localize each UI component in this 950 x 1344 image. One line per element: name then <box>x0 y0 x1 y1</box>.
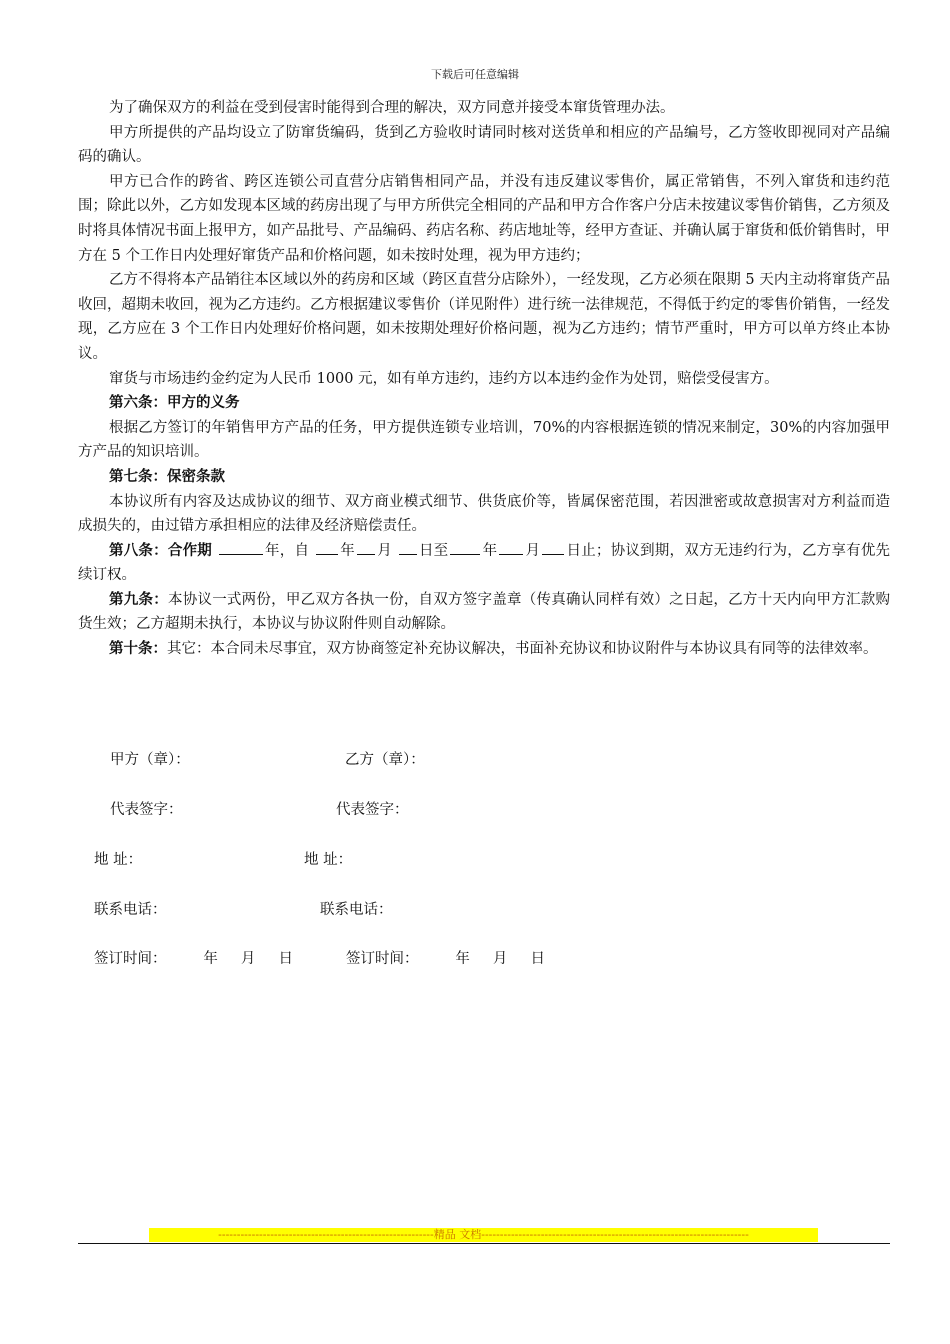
clause-text: 月 <box>525 542 541 559</box>
clause-text: 年 <box>482 542 498 559</box>
blank-line <box>499 540 523 555</box>
blank-line <box>219 540 263 555</box>
party-a-date-label: 签订时间： 年 月 日 <box>94 951 293 967</box>
clause-9 <box>78 588 890 637</box>
paragraph: 根据乙方签订的年销售甲方产品的任务，甲方提供连锁专业培训，70%的内容根据连锁的情况来制定，30%的内容加强甲方产品的知识培训。 <box>78 419 890 461</box>
clause-text: 日至 <box>418 542 449 559</box>
footer-divider <box>78 1243 890 1244</box>
clause-text: 日止；协议到期，双方无违约行为，乙方享有优先续订权。 <box>78 542 891 584</box>
party-b-phone-label: 联系电话： <box>320 902 393 918</box>
section-heading-9: 第九条： <box>109 590 168 608</box>
blank-line <box>357 540 375 555</box>
clause-text: 年，自 <box>264 542 310 559</box>
clause-8 <box>78 539 890 588</box>
paragraph: 乙方不得将本产品销往本区域以外的药房和区域（跨区直营分店除外），一经发现，乙方必须在限期 5 天内主动将窜货产品收回，超期未收回，视为乙方违约。乙方根据建议零售价（详见附件）进行统一法律规范，不得低于约定的零售价销售，一经发现，乙方应在 3 个工作日内处理好价格问题，如未按期处理好价格问题，视为乙方违约；情节严重时，甲方可以单方终止本协议。 <box>78 272 890 362</box>
clause-text: 其它：本合同未尽事宜，双方协商签定补充协议解决，书面补充协议和协议附件与本协议具有同等的法律效率。 <box>167 641 878 658</box>
section-heading-8: 第八条：合作期 <box>109 541 213 559</box>
blank-line <box>399 540 417 555</box>
party-b-address-label: 地 址： <box>304 852 353 868</box>
clause-text: 月 <box>376 542 392 559</box>
document-body <box>78 96 890 662</box>
paragraph: 本协议所有内容及达成协议的细节、双方商业模式细节、供货底价等，皆属保密范围，若因泄密或故意损害对方利益而造成损失的，由过错方承担相应的法律及经济赔偿责任。 <box>78 493 890 535</box>
party-a-address-label: 地 址： <box>94 852 143 868</box>
clause-text: 年 <box>340 542 355 559</box>
blank-line <box>316 540 338 555</box>
blank-line <box>542 540 564 555</box>
paragraph: 窜货与市场违约金约定为人民币 1000 元，如有单方违约，违约方以本违约金作为处罚，赔偿受侵害方。 <box>109 370 779 387</box>
party-b-seal-label: 乙方（章）： <box>345 752 425 768</box>
paragraph: 甲方所提供的产品均设立了防窜货编码，货到乙方验收时请同时核对送货单和相应的产品编号，乙方签收即视同对产品编码的确认。 <box>78 124 890 166</box>
party-b-date-label: 签订时间： 年 月 日 <box>346 951 545 967</box>
section-heading-10: 第十条： <box>109 640 167 658</box>
paragraph: 甲方已合作的跨省、跨区连锁公司直营分店销售相同产品，并没有违反建议零售价，属正常销售，不列入窜货和违约范围；除此以外，乙方如发现本区域的药房出现了与甲方所供完全相同的产品和甲方合作客户分店未按建议零售价销售，乙方须及时将具体情况书面上报甲方，如产品批号、产品编码、药店名称、药店地址等，经甲方查证、并确认属于窜货和低价销售时，甲方在 5 个工作日内处理好窜货产品和价格问题，如未按时处理，视为甲方违约； <box>78 173 890 264</box>
paragraph: 为了确保双方的利益在受到侵害时能得到合理的解决，双方同意并接受本窜货管理办法。 <box>109 100 675 116</box>
party-a-seal-label: 甲方（章）： <box>110 752 190 768</box>
party-a-phone-label: 联系电话： <box>94 902 167 918</box>
section-heading-6: 第六条：甲方的义务 <box>109 394 240 412</box>
clause-10 <box>78 637 890 662</box>
blank-line <box>450 540 480 555</box>
section-heading-7: 第七条：保密条款 <box>109 467 225 485</box>
party-b-rep-label: 代表签字： <box>336 802 409 818</box>
footer-watermark: ----------------------------------------------------------精品 文档------------------------------------------------------------------------ <box>149 1228 818 1242</box>
clause-text: 本协议一式两份，甲乙双方各执一份，自双方签字盖章（传真确认同样有效）之日起，乙方十天内向甲方汇款购货生效；乙方超期未执行，本协议与协议附件则自动解除。 <box>78 591 891 633</box>
page-header: 下载后可任意编辑 <box>431 68 519 81</box>
party-a-rep-label: 代表签字： <box>110 802 183 818</box>
